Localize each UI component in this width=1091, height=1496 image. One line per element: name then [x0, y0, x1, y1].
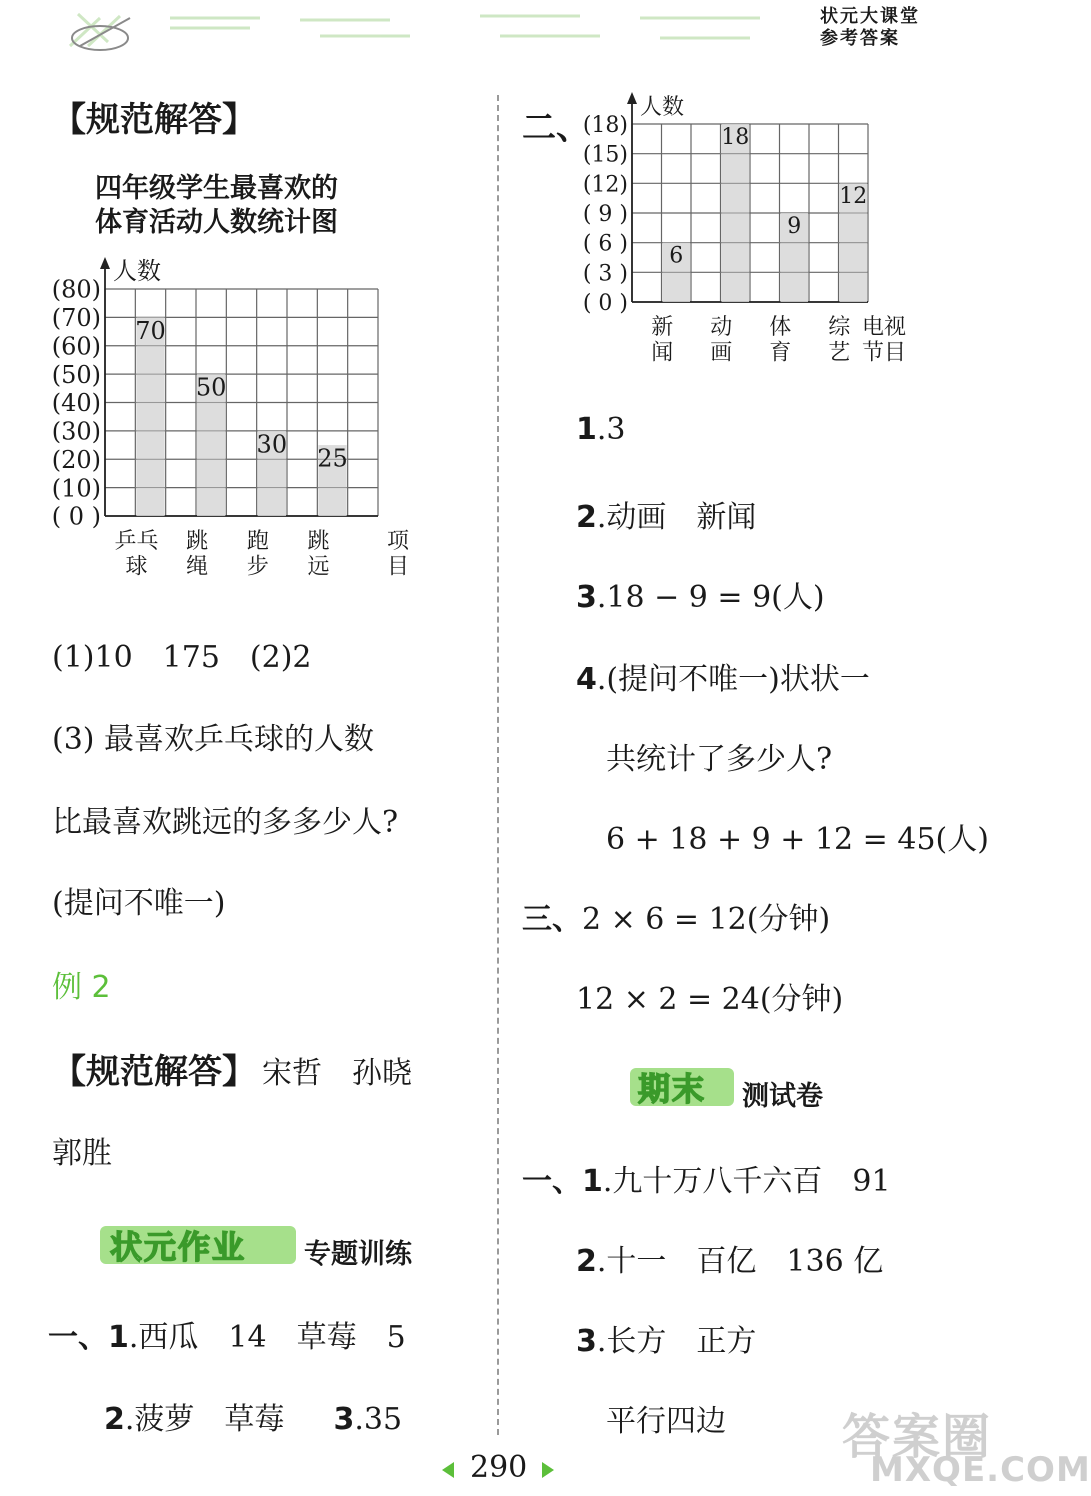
- data-label: 25: [317, 444, 348, 473]
- category-label: 综: [828, 315, 851, 340]
- final-line-1: [522, 1156, 891, 1200]
- q2-text: .菠萝 草莓: [124, 1402, 285, 1437]
- x-axis-label: 节目: [861, 340, 907, 366]
- category-label: 球: [125, 554, 148, 580]
- y-tick-label: (10): [51, 474, 101, 503]
- q3-text: .35: [354, 1402, 403, 1437]
- header-subtitle: 参考答案: [820, 28, 900, 49]
- category-label: 动: [710, 315, 733, 340]
- y-axis-arrow-icon: [627, 92, 637, 104]
- x-axis-label: 项: [386, 529, 410, 554]
- header-brand: [820, 6, 920, 50]
- category-label: 乒乓: [114, 529, 159, 554]
- watermark: 答案圈: [842, 1409, 993, 1465]
- chart1-title-line2: 体育活动人数统计图: [95, 207, 338, 238]
- y-tick-label: ( 6 ): [582, 231, 628, 257]
- category-label: 画: [710, 340, 733, 366]
- right-answer-2-num: 2: [576, 500, 597, 535]
- data-label: 50: [195, 373, 227, 402]
- bar: [136, 317, 164, 516]
- banner-main-text: 状元作业: [110, 1228, 247, 1266]
- chart2-svg: [572, 90, 932, 380]
- data-label: 70: [135, 316, 166, 345]
- example2-answer-2: 郭胜: [52, 1136, 112, 1171]
- final-line-4: 平行四边: [606, 1404, 726, 1439]
- y-tick-label: (50): [51, 360, 101, 389]
- answer-line-1: (1)10 175 (2)2: [52, 640, 312, 675]
- right-answer-1-text: .3: [596, 412, 626, 447]
- q2-line: [104, 1394, 402, 1438]
- y-axis-arrow-icon: [100, 257, 110, 269]
- part3-line2: 12 × 2 = 24(分钟): [576, 982, 844, 1017]
- final-2-text: .十一 百亿 136 亿: [596, 1244, 884, 1279]
- example-2-heading: 例 2: [52, 970, 111, 1005]
- category-label: 育: [769, 340, 792, 366]
- y-tick-label: (15): [582, 142, 628, 168]
- category-label: 新: [651, 315, 674, 340]
- category-label: 跑: [246, 529, 269, 554]
- y-tick-label: ( 0 ): [582, 290, 628, 316]
- part3-line1: [522, 894, 830, 938]
- y-axis-label: 人数: [640, 95, 685, 120]
- y-tick-label: (20): [51, 445, 101, 474]
- next-page-icon: [542, 1462, 554, 1478]
- part3-line1-text: 2 × 6 = 12(分钟): [582, 902, 831, 937]
- q3-num: 3: [333, 1402, 355, 1437]
- y-tick-label: (60): [51, 332, 101, 361]
- q1-text: .西瓜 14 草莓 5: [128, 1320, 406, 1355]
- x-axis-label: 目: [386, 554, 410, 580]
- category-label: 闻: [651, 340, 674, 366]
- right-answer-4-num: 4: [576, 662, 597, 697]
- category-label: 远: [307, 554, 330, 580]
- right-answer-1: [576, 412, 626, 447]
- banner-sub-text: 专题训练: [304, 1239, 412, 1270]
- chart1-title: [95, 172, 385, 240]
- column-divider: [497, 95, 499, 1435]
- banner2-main-text: 期末: [638, 1070, 707, 1108]
- header-decoration: [60, 6, 780, 56]
- category-label: 绳: [186, 554, 209, 580]
- right-answer-3-num: 3: [576, 580, 597, 615]
- category-label: 跳: [307, 529, 330, 554]
- right-answer-3: [576, 572, 825, 616]
- section-label: 【规范解答】: [52, 100, 256, 140]
- header-brand-name: 状元大课堂: [820, 6, 920, 27]
- y-tick-label: (80): [51, 275, 101, 304]
- data-label: 6: [669, 243, 684, 269]
- chart1-svg: [40, 248, 440, 598]
- final-3-text: .长方 正方: [596, 1324, 757, 1359]
- answer-line-3: 比最喜欢跳远的多多少人?: [52, 805, 399, 840]
- right-answer-4-text: .(提问不唯一)状状一: [596, 662, 870, 697]
- q1-line: [48, 1312, 406, 1356]
- y-tick-label: (40): [51, 389, 101, 418]
- data-label: 12: [839, 184, 868, 210]
- y-tick-label: (18): [582, 112, 628, 138]
- y-tick-label: (30): [51, 417, 101, 446]
- data-label: 9: [787, 213, 802, 239]
- category-label: 艺: [828, 340, 851, 366]
- final-1-num: 1: [582, 1164, 603, 1199]
- q2-num: 2: [104, 1402, 125, 1437]
- y-axis-label: 人数: [113, 257, 161, 285]
- answer-line-4: (提问不唯一): [52, 886, 226, 921]
- category-label: 跳: [186, 529, 209, 554]
- page-number: 290: [470, 1450, 528, 1485]
- final-prefix: 一、: [522, 1164, 582, 1199]
- right-answer-2: [576, 492, 756, 536]
- banner-qimo-ceshijuan: [630, 1064, 870, 1112]
- data-label: 30: [256, 430, 288, 459]
- banner-zhuangyuan-zuoye: [100, 1222, 440, 1270]
- example2-answer: 宋哲 孙晓: [262, 1056, 412, 1091]
- data-label: 18: [721, 124, 750, 150]
- y-tick-label: (70): [51, 304, 101, 333]
- right-answer-1-num: 1: [576, 412, 597, 447]
- final-line-3: [576, 1316, 756, 1360]
- right-answer-4: [576, 654, 870, 698]
- prev-page-icon: [442, 1462, 454, 1478]
- chart1-title-line1: 四年级学生最喜欢的: [95, 173, 338, 204]
- category-label: 步: [246, 554, 269, 580]
- banner2-sub-text: 测试卷: [742, 1081, 823, 1112]
- part3-prefix: 三、: [522, 902, 582, 937]
- right-answer-4-line3: 6 + 18 + 9 + 12 = 45(人): [606, 822, 989, 857]
- q1-prefix: 一、: [48, 1320, 108, 1355]
- right-answer-4-line2: 共统计了多少人?: [606, 742, 833, 777]
- x-axis-label: 电视: [861, 315, 907, 340]
- part2-prefix: 二、: [522, 108, 590, 148]
- section-label-2: 【规范解答】: [52, 1052, 256, 1092]
- final-line-2: [576, 1236, 883, 1280]
- y-tick-label: ( 0 ): [51, 502, 101, 531]
- q1-num: 1: [108, 1320, 129, 1355]
- y-tick-label: (12): [582, 172, 628, 198]
- category-label: 体: [769, 315, 792, 340]
- right-answer-2-text: .动画 新闻: [596, 500, 757, 535]
- y-tick-label: ( 9 ): [582, 201, 628, 227]
- y-tick-label: ( 3 ): [582, 261, 628, 287]
- watermark-url: MXQE.COM: [870, 1450, 1091, 1490]
- final-2-num: 2: [576, 1244, 597, 1279]
- answer-line-2: (3) 最喜欢乒乓球的人数: [52, 722, 375, 757]
- final-3-num: 3: [576, 1324, 597, 1359]
- right-answer-3-text: .18 − 9 = 9(人): [596, 580, 825, 615]
- final-1-text: .九十万八千六百 91: [602, 1164, 891, 1199]
